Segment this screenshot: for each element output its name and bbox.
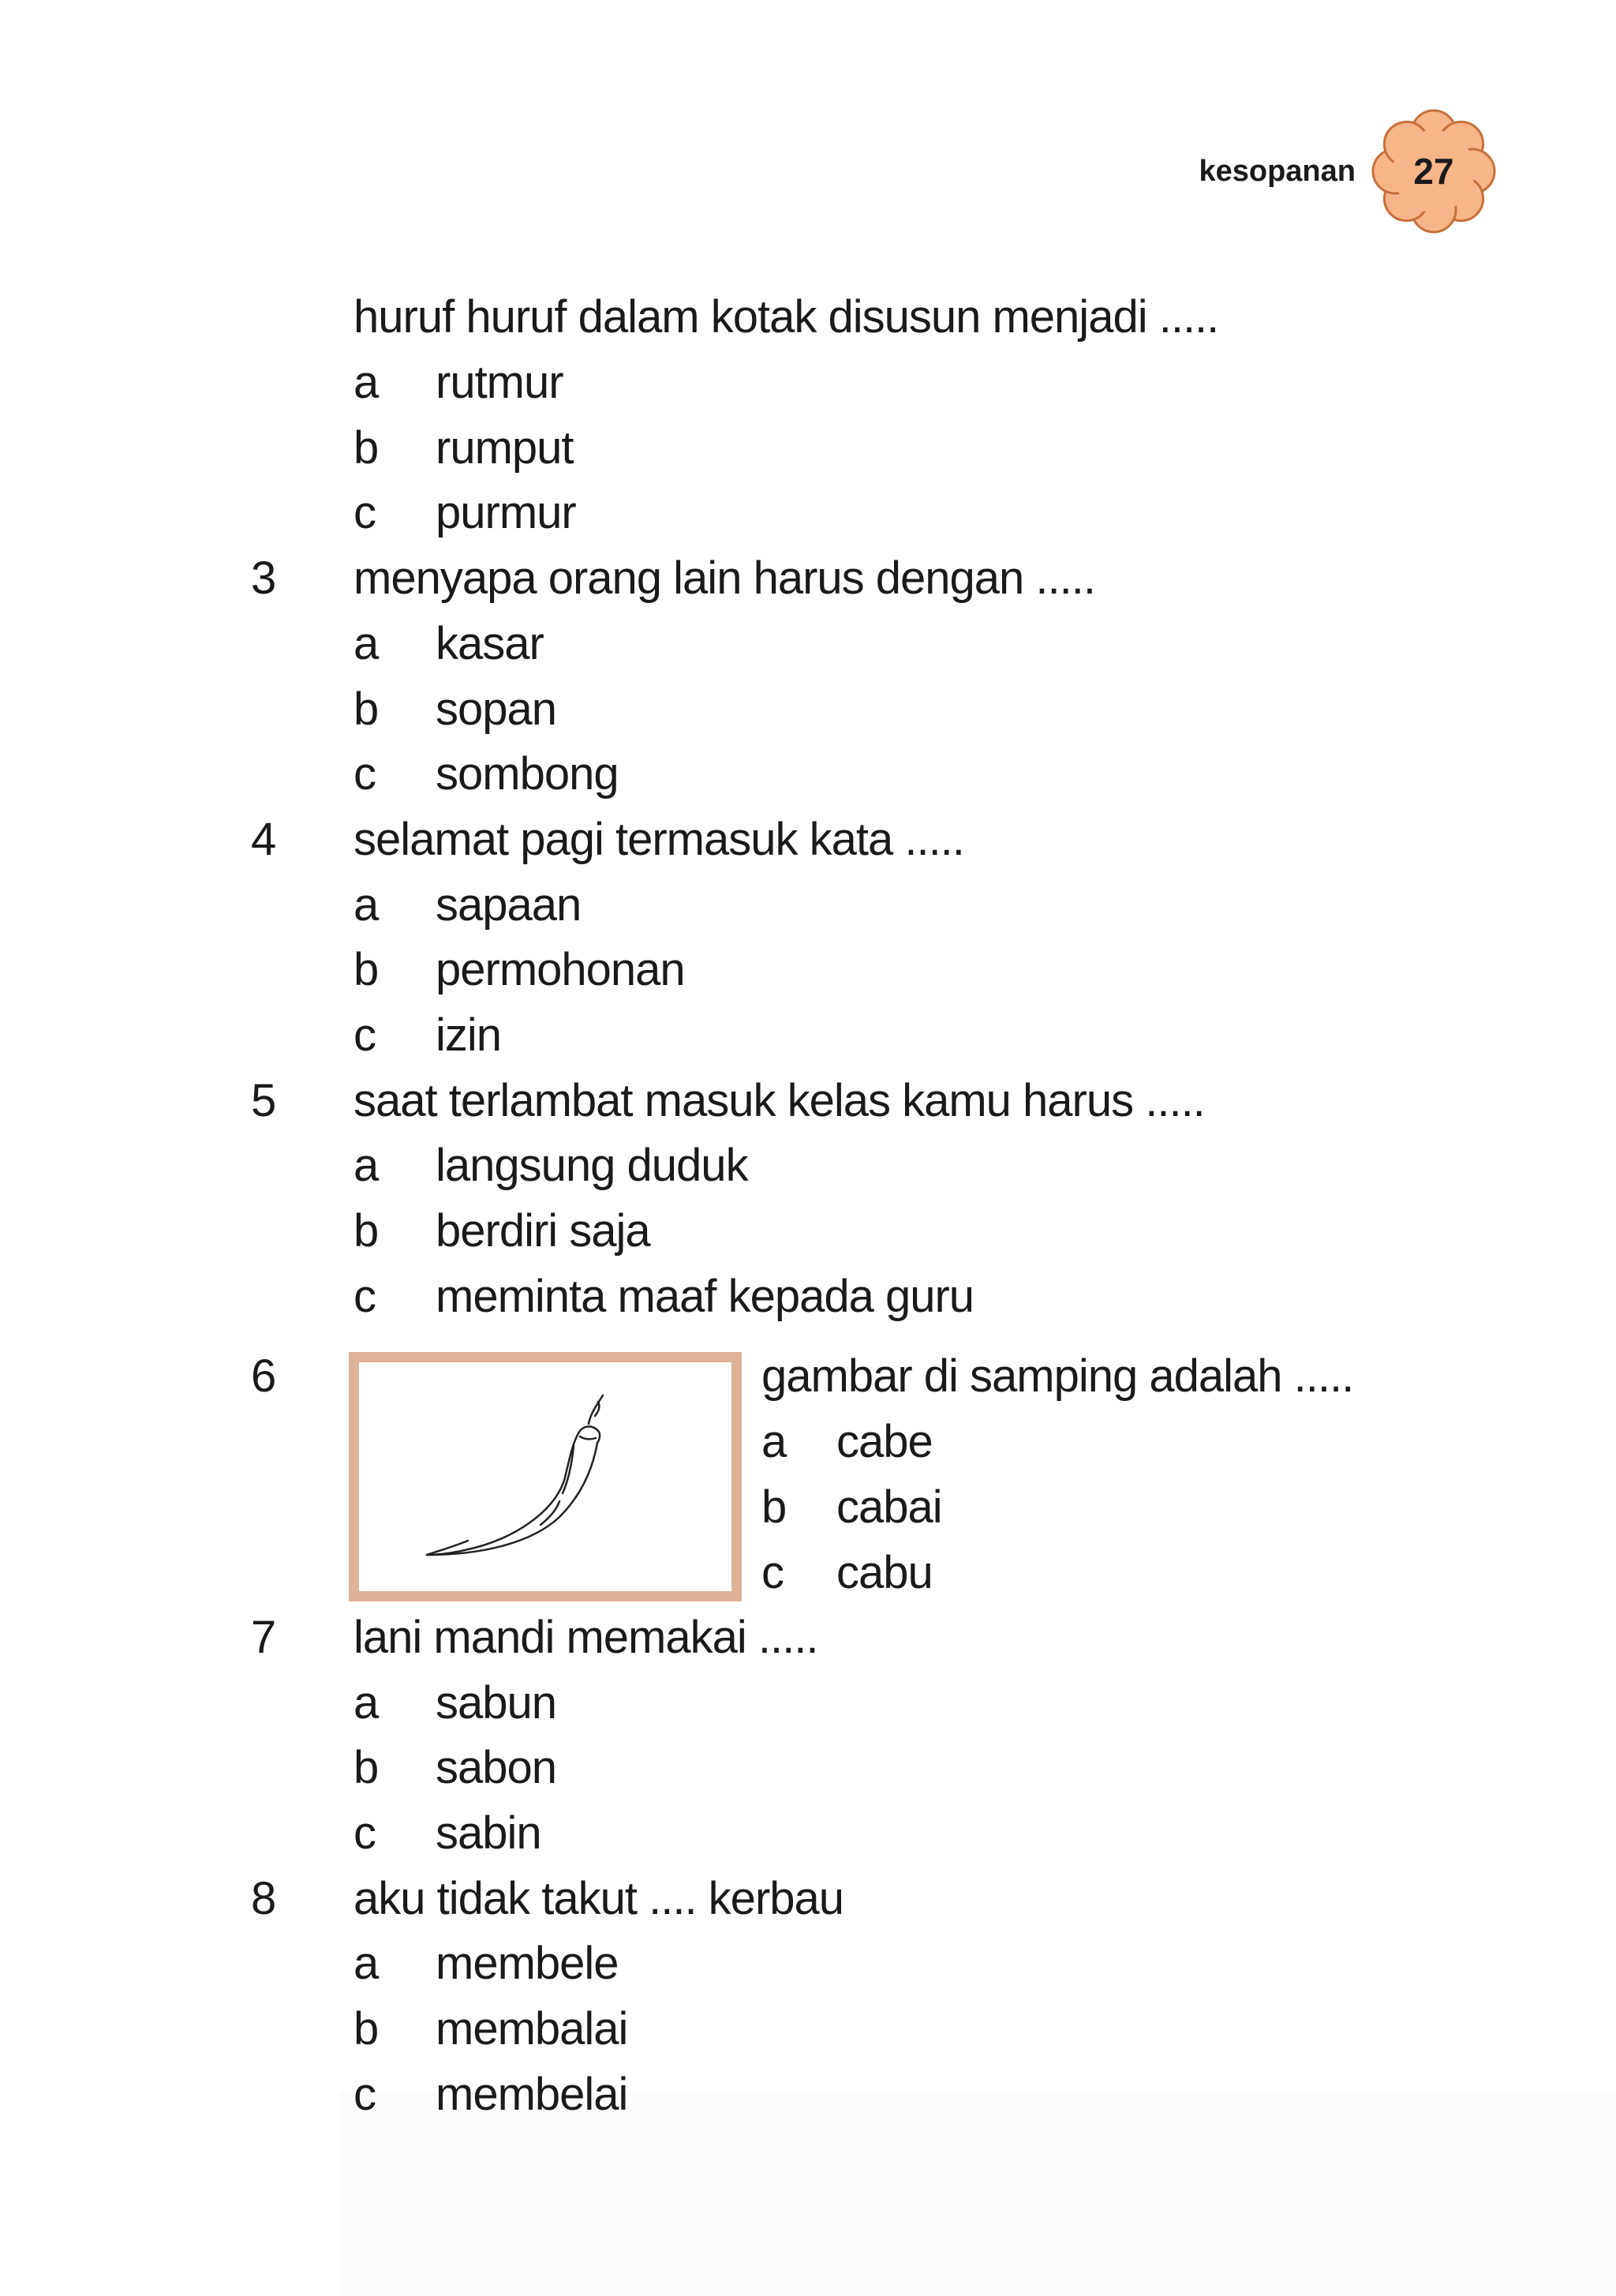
page-number: 27 (1413, 151, 1454, 192)
question-number: 5 (251, 1075, 276, 1126)
page-shade (339, 2092, 1616, 2296)
option-letter: b (354, 1742, 379, 1793)
option-text: berdiri saja (436, 1205, 650, 1257)
question-number: 3 (251, 552, 276, 604)
option-text: cabu (836, 1547, 933, 1598)
option-letter: a (354, 357, 379, 408)
option-text: kasar (436, 618, 544, 669)
question-text: saat terlambat masuk kelas kamu harus ..... (354, 1075, 1205, 1126)
option-letter: a (354, 879, 379, 931)
option-letter: a (354, 618, 379, 669)
option-letter: c (761, 1547, 784, 1598)
question-number: 4 (251, 814, 276, 865)
option-letter: c (354, 748, 376, 800)
option-text: meminta maaf kepada guru (436, 1271, 974, 1322)
option-letter: b (354, 422, 379, 474)
option-text: sabun (436, 1677, 557, 1729)
option-letter: b (354, 944, 379, 995)
option-letter: b (354, 1205, 379, 1257)
option-letter: b (354, 2003, 379, 2054)
option-text: membalai (436, 2003, 628, 2054)
option-letter: b (354, 684, 379, 735)
option-letter: c (354, 487, 376, 538)
option-text: purmur (436, 487, 576, 538)
question-text: huruf huruf dalam kotak disusun menjadi ..... (354, 291, 1219, 343)
option-letter: a (354, 1938, 379, 1989)
option-text: izin (436, 1009, 502, 1061)
option-text: sabon (436, 1742, 557, 1793)
option-text: membelai (436, 2069, 628, 2120)
option-letter: a (354, 1677, 379, 1729)
question-text: gambar di samping adalah ..... (761, 1350, 1354, 1402)
option-text: membele (436, 1938, 619, 1989)
option-text: rumput (436, 422, 574, 474)
option-text: rutmur (436, 357, 563, 408)
option-letter: a (354, 1140, 379, 1191)
question-text: lani mandi memakai ..... (354, 1612, 818, 1663)
question-number: 6 (251, 1350, 276, 1402)
question-text: aku tidak takut .... kerbau (354, 1873, 844, 1924)
question-number: 8 (251, 1873, 276, 1924)
option-text: sapaan (436, 879, 582, 931)
option-letter: c (354, 1009, 376, 1061)
option-text: cabe (836, 1416, 933, 1467)
option-letter: a (761, 1416, 787, 1467)
option-text: permohonan (436, 944, 685, 995)
option-text: sopan (436, 684, 557, 735)
page-number-badge (1371, 109, 1496, 234)
option-letter: c (354, 2069, 376, 2120)
option-text: langsung duduk (436, 1140, 748, 1191)
chili-pepper-icon (359, 1362, 731, 1591)
option-letter: c (354, 1807, 376, 1859)
question-text: selamat pagi termasuk kata ..... (354, 814, 964, 865)
chapter-title: kesopanan (1199, 155, 1356, 188)
option-text: sabin (436, 1807, 541, 1859)
option-letter: b (761, 1481, 787, 1533)
option-text: sombong (436, 748, 619, 800)
option-text: cabai (836, 1481, 942, 1533)
option-letter: c (354, 1271, 376, 1322)
question-number: 7 (251, 1612, 276, 1663)
chili-picture-frame (349, 1352, 742, 1601)
question-text: menyapa orang lain harus dengan ..... (354, 552, 1095, 604)
